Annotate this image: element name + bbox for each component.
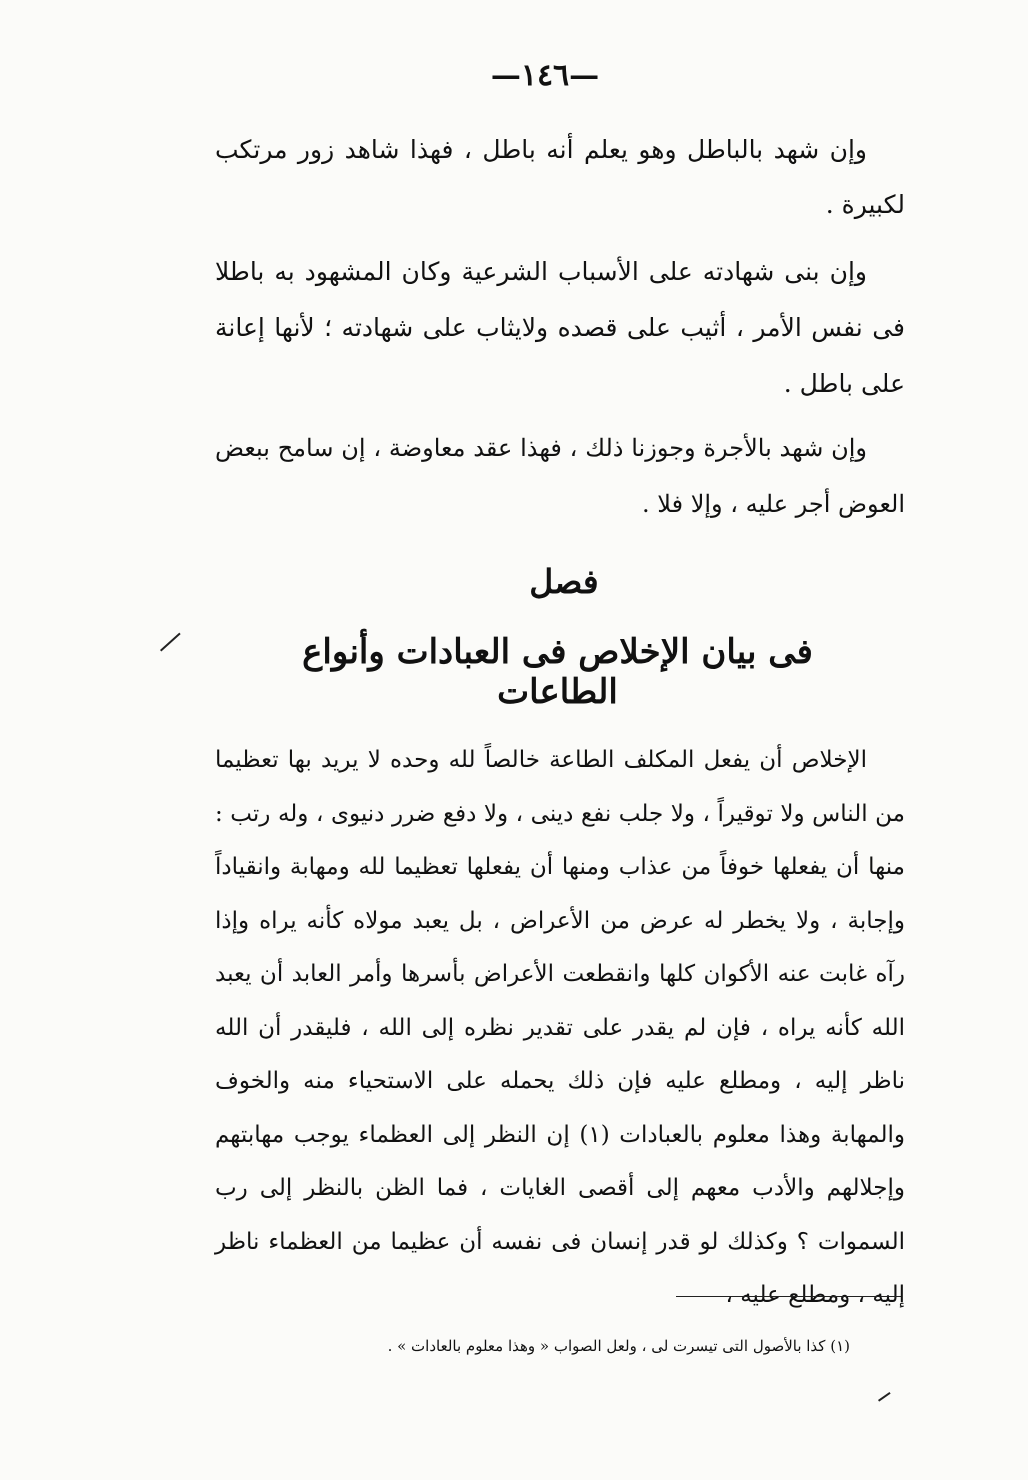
section-subtitle: فى بيان الإخلاص فى العبادات وأنواع الطاعات (302, 632, 813, 712)
section-body (215, 734, 905, 1323)
paragraph-text: الإخلاص أن يفعل المكلف الطاعة خالصاً لله وحده لا يريد بها تعظيما من الناس ولا توقيراً ، ولا جلب نفع دينى ، ولا دفع ضرر دنيوى ، وله رتب : منها أن يفعلها خوفاً من عذاب ومنها أن يفعلها تعظيما لله ومهابة وانقياداً وإجابة ، ولا يخطر له عرض من الأعراض ، بل يعبد مولاه كأنه يراه وإذا رآه غابت عنه الأكوان كلها وانقطعت الأعراض بأسرها وأمر العابد أن يعبد الله كأنه يراه ، فإن لم يقدر على تقدير نظره إلى الله ، فليقدر أن الله ناظر إليه ، ومطلع عليه فإن ذلك يحمله على الاستحياء منه والخوف والمهابة وهذا معلوم بالعبادات (١) إن النظر إلى العظماء يوجب مهابتهم وإجلالهم والأدب معهم إلى أقصى الغايات ، فما الظن بالنظر إلى رب السموات ؟ وكذلك لو قدر إنسان فى نفسه أن عظيما من العظماء ناظر إليه ، ومطلع عليه ، (215, 747, 905, 1308)
paragraph-text: وإن شهد بالباطل وهو يعلم أنه باطل ، فهذا شاهد زور مرتكب لكبيرة . (215, 135, 905, 219)
margin-pen-mark (878, 1392, 890, 1401)
footnote: (١) كذا بالأصول التى تيسرت لى ، ولعل الصواب « وهذا معلوم بالعادات » . (387, 1337, 850, 1355)
section-heading: فصل (529, 562, 599, 601)
margin-pen-mark (160, 633, 181, 652)
paragraph-legal-grounds (215, 244, 905, 412)
footnote-divider (676, 1296, 901, 1297)
paragraph-false-witness (215, 122, 905, 232)
paragraph-paid-testimony (215, 420, 905, 532)
paragraph-text: وإن شهد بالأجرة وجوزنا ذلك ، فهذا عقد معاوضة ، إن سامح ببعض العوض أجر عليه ، وإلا فلا . (215, 434, 905, 518)
page-number: —١٤٦— (490, 58, 600, 93)
paragraph-text: وإن بنى شهادته على الأسباب الشرعية وكان المشهود به باطلا فى نفس الأمر ، أثيب على قصده ولايثاب على شهادته ؛ لأنها إعانة على باطل . (215, 257, 905, 398)
